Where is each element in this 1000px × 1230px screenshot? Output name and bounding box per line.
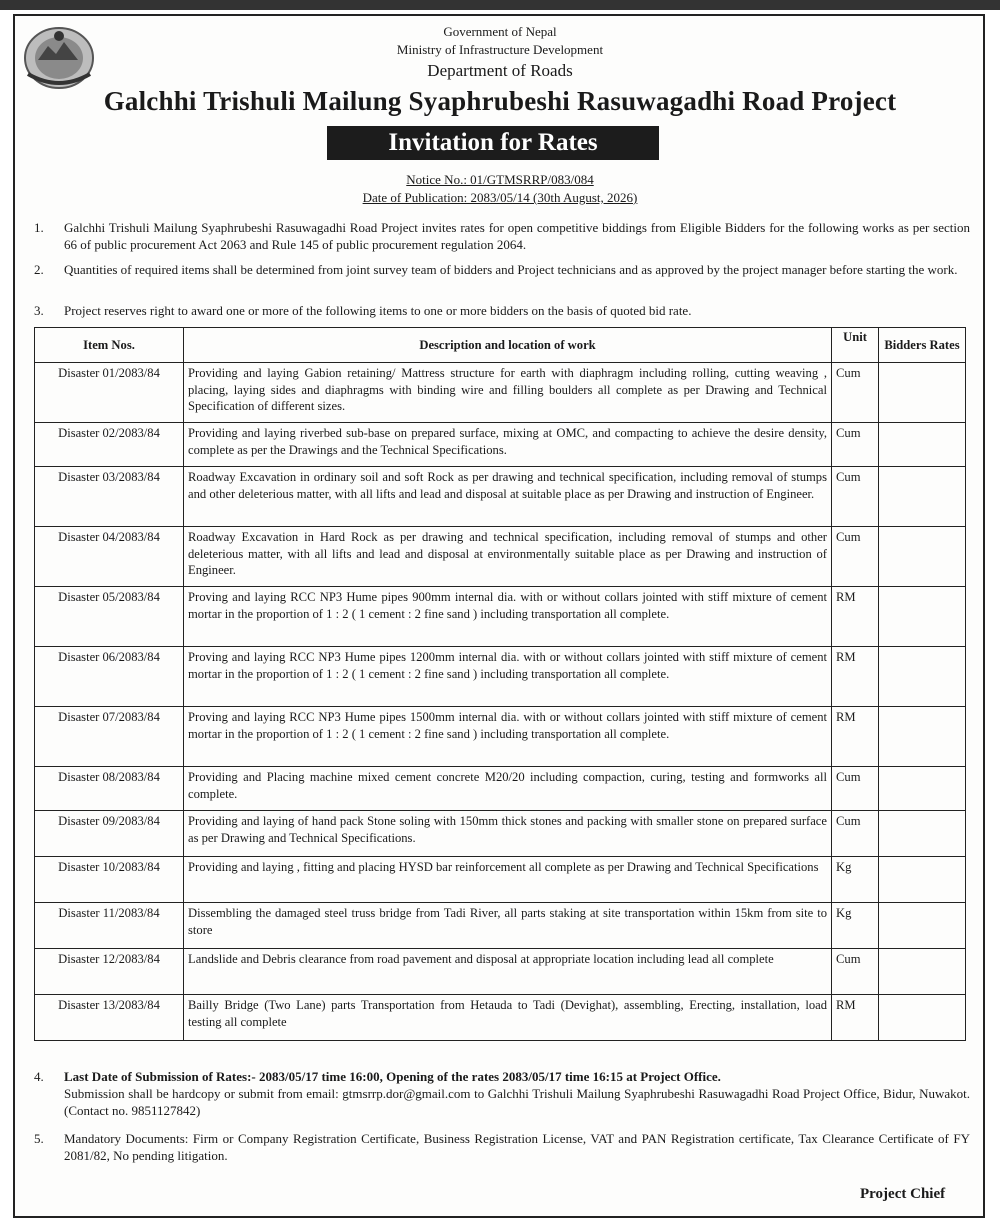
header-unit: Unit <box>832 328 879 363</box>
rate-cell <box>879 811 966 857</box>
rate-cell <box>879 995 966 1041</box>
table-row <box>35 707 966 767</box>
description-cell: Roadway Excavation in ordinary soil and soft Rock as per drawing and technical specification, including removal of stumps and other deleterious matter, with all lifts and lead and disposal at suitable place as per Drawing and instruction of Engineer. <box>184 467 832 527</box>
unit-cell: Cum <box>832 767 879 811</box>
table-row <box>35 949 966 995</box>
table-header-row <box>35 328 966 363</box>
item-no-cell: Disaster 13/2083/84 <box>35 995 184 1041</box>
table-row <box>35 587 966 647</box>
works-table <box>34 327 966 1041</box>
paragraph-text: Quantities of required items shall be determined from joint survey team of bidders and Project technicians and as approved by the project manager before starting the work. <box>64 262 958 277</box>
mandatory-documents: Mandatory Documents: Firm or Company Registration Certificate, Business Registration License, VAT and PAN Registration certificate, Tax Clearance Certificate of FY 2081/82, No pending litigation. <box>64 1131 970 1163</box>
paragraph-text: Galchhi Trishuli Mailung Syaphrubeshi Rasuwagadhi Road Project invites rates for open competitive biddings from Eligible Bidders for the following works as per section 66 of public procurement Act 2063 and Rule 145 of public procurement regulation 2064. <box>64 220 970 252</box>
item-no-cell: Disaster 04/2083/84 <box>35 527 184 587</box>
paragraph-5 <box>34 1130 970 1164</box>
item-no-cell: Disaster 08/2083/84 <box>35 767 184 811</box>
table-row <box>35 647 966 707</box>
table-row <box>35 857 966 903</box>
unit-cell: Cum <box>832 363 879 423</box>
description-cell: Proving and laying RCC NP3 Hume pipes 900mm internal dia. with or without collars jointed with stiff mixture of cement mortar in the proportion of 1 : 2 ( 1 cement : 2 fine sand ) including transportation all complete. <box>184 587 832 647</box>
rate-cell <box>879 423 966 467</box>
item-no-cell: Disaster 05/2083/84 <box>35 587 184 647</box>
unit-cell: Kg <box>832 857 879 903</box>
item-no-cell: Disaster 06/2083/84 <box>35 647 184 707</box>
paragraph-text: Project reserves right to award one or more of the following items to one or more bidders on the basis of quoted bid rate. <box>64 303 692 318</box>
rate-cell <box>879 587 966 647</box>
publication-date: Date of Publication: 2083/05/14 (30th August, 2026) <box>362 190 638 205</box>
paragraph-4 <box>34 1068 970 1119</box>
paragraph-3 <box>34 302 970 319</box>
table-row <box>35 363 966 423</box>
item-no-cell: Disaster 12/2083/84 <box>35 949 184 995</box>
item-no-cell: Disaster 01/2083/84 <box>35 363 184 423</box>
paragraph-number: 2. <box>34 262 44 277</box>
description-cell: Proving and laying RCC NP3 Hume pipes 1200mm internal dia. with or without collars jointed with stiff mixture of cement mortar in the proportion of 1 : 2 ( 1 cement : 2 fine sand ) including transportation all complete. <box>184 647 832 707</box>
table-row <box>35 903 966 949</box>
paragraph-number: 3. <box>34 303 44 318</box>
top-edge-bar <box>0 0 1000 10</box>
description-cell: Providing and laying Gabion retaining/ Mattress structure for earth with diaphragm including rolling, cutting weaving , placing, laying sides and diaphragms with binding wire and filling boulders all complete as per Drawing and Technical Specification of different sizes. <box>184 363 832 423</box>
unit-cell: Kg <box>832 903 879 949</box>
description-cell: Providing and laying , fitting and placing HYSD bar reinforcement all complete as per Drawing and Technical Specifications <box>184 857 832 903</box>
submission-deadline: Last Date of Submission of Rates:- 2083/05/17 time 16:00, Opening of the rates 2083/05/17 time 16:15 at Project Office. <box>64 1069 721 1084</box>
table-row <box>35 467 966 527</box>
rate-cell <box>879 707 966 767</box>
description-cell: Proving and laying RCC NP3 Hume pipes 1500mm internal dia. with or without collars jointed with stiff mixture of cement mortar in the proportion of 1 : 2 ( 1 cement : 2 fine sand ) including transportation all complete. <box>184 707 832 767</box>
unit-cell: Cum <box>832 527 879 587</box>
rate-cell <box>879 467 966 527</box>
rate-cell <box>879 767 966 811</box>
unit-cell: Cum <box>832 949 879 995</box>
unit-cell: Cum <box>832 423 879 467</box>
header-bidders-rates: Bidders Rates <box>879 328 966 363</box>
description-cell: Providing and laying of hand pack Stone soling with 150mm thick stones and packing with smaller stone on prepared surface as per Drawing and Technical Specifications. <box>184 811 832 857</box>
paragraph-number: 4. <box>34 1069 44 1084</box>
rate-cell <box>879 949 966 995</box>
project-title: Galchhi Trishuli Mailung Syaphrubeshi Rasuwagadhi Road Project <box>103 86 897 116</box>
description-cell: Landslide and Debris clearance from road pavement and disposal at appropriate location including lead all complete <box>184 949 832 995</box>
rate-cell <box>879 903 966 949</box>
item-no-cell: Disaster 10/2083/84 <box>35 857 184 903</box>
description-cell: Dissembling the damaged steel truss bridge from Tadi River, all parts staking at site transportation within 15km from site to store <box>184 903 832 949</box>
government-line: Government of Nepal <box>443 24 557 39</box>
item-no-cell: Disaster 02/2083/84 <box>35 423 184 467</box>
notice-number: Notice No.: 01/GTMSRRP/083/084 <box>406 172 594 187</box>
paragraph-2 <box>34 261 970 278</box>
rate-cell <box>879 857 966 903</box>
signature-project-chief: Project Chief <box>860 1186 946 1202</box>
table-row <box>35 995 966 1041</box>
header-item-nos: Item Nos. <box>35 328 184 363</box>
ministry-line: Ministry of Infrastructure Development <box>396 42 604 57</box>
paragraph-number: 5. <box>34 1131 44 1146</box>
description-cell: Providing and Placing machine mixed cement concrete M20/20 including compaction, curing, testing and formworks all complete. <box>184 767 832 811</box>
department-line: Department of Roads <box>427 61 573 80</box>
header-description: Description and location of work <box>184 328 832 363</box>
rate-cell <box>879 527 966 587</box>
unit-cell: Cum <box>832 811 879 857</box>
description-cell: Roadway Excavation in Hard Rock as per drawing and technical specification, including removal of stumps and other deleterious matter, with all lifts and lead and disposal at environmentally suitable place as per Drawing and instruction of Engineer. <box>184 527 832 587</box>
unit-cell: RM <box>832 647 879 707</box>
table-row <box>35 767 966 811</box>
item-no-cell: Disaster 03/2083/84 <box>35 467 184 527</box>
table-row <box>35 423 966 467</box>
description-cell: Bailly Bridge (Two Lane) parts Transportation from Hetauda to Tadi (Devighat), assembling, Erecting, installation, load testing all complete <box>184 995 832 1041</box>
paragraph-number: 1. <box>34 220 44 235</box>
submission-instructions: Submission shall be hardcopy or submit from email: gtmsrrp.dor@gmail.com to Galchhi Trishuli Mailung Syaphrubeshi Rasuwagadhi Road Project Office, Bidur, Nuwakot. (Contact no. 9851127842) <box>64 1086 970 1118</box>
table-row <box>35 811 966 857</box>
rate-cell <box>879 363 966 423</box>
item-no-cell: Disaster 09/2083/84 <box>35 811 184 857</box>
unit-cell: Cum <box>832 467 879 527</box>
unit-cell: RM <box>832 995 879 1041</box>
description-cell: Providing and laying riverbed sub-base on prepared surface, mixing at OMC, and compacting to achieve the desire density, complete as per the Drawings and the Technical Specifications. <box>184 423 832 467</box>
invitation-banner: Invitation for Rates <box>327 126 659 160</box>
table-row <box>35 527 966 587</box>
unit-cell: RM <box>832 587 879 647</box>
paragraph-1 <box>34 219 970 253</box>
item-no-cell: Disaster 07/2083/84 <box>35 707 184 767</box>
unit-cell: RM <box>832 707 879 767</box>
item-no-cell: Disaster 11/2083/84 <box>35 903 184 949</box>
rate-cell <box>879 647 966 707</box>
